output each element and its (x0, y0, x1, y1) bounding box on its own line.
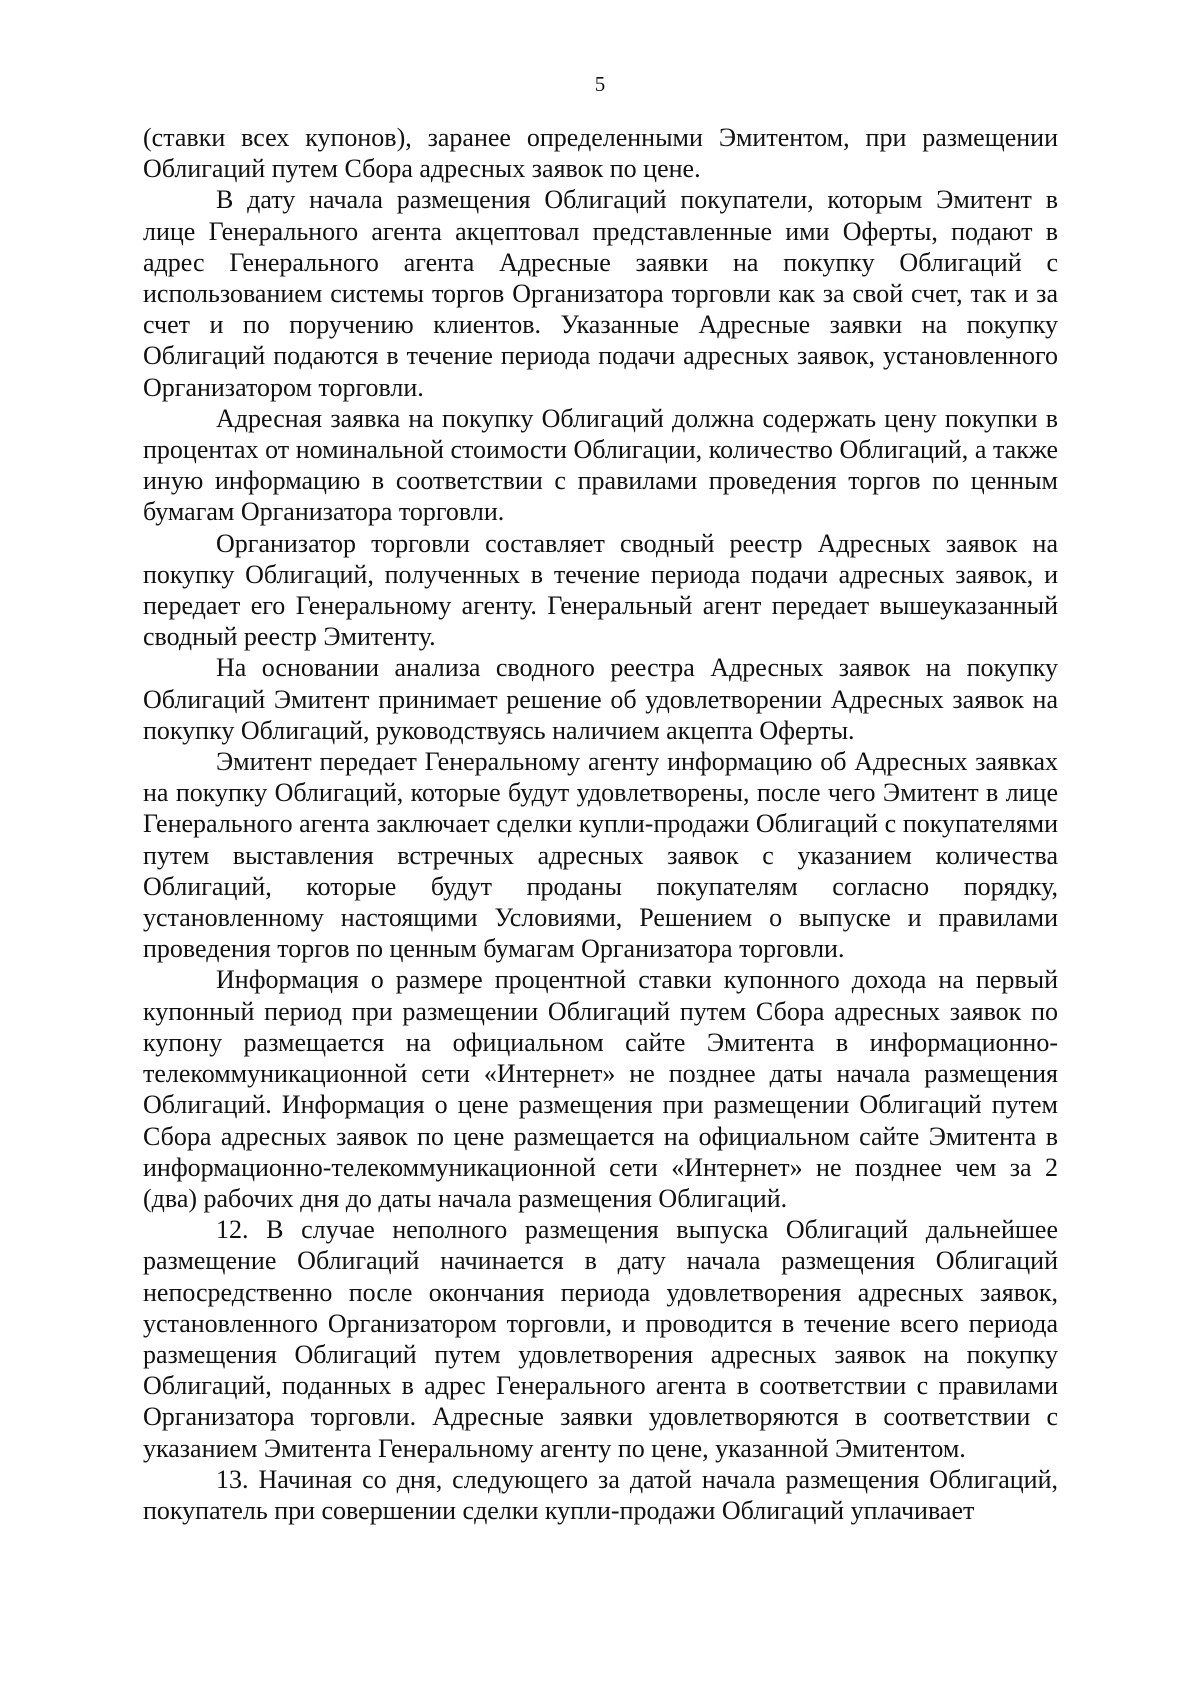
paragraph-coupon-rate-disclosure: Информация о размере процентной ставки купонного дохода на первый купонный период при размещении Облигаций путем Сбора адресных заявок по купону размещается на официальном сайте Эмитента в информационно-телекоммуникационной сети «Интернет» не позднее даты начала размещения Облигаций. Информация о цене размещения при размещении Облигаций путем Сбора адресных заявок по цене размещается на официальном сайте Эмитента в информационно-телекоммуникационной сети «Интернет» не позднее чем за 2 (два) рабочих дня до даты начала размещения Облигаций. (143, 965, 1058, 1213)
document-body (143, 122, 1058, 1526)
paragraph-continuation: (ставки всех купонов), заранее определенными Эмитентом, при размещении Облигаций путем Сбора адресных заявок по цене. (143, 123, 1058, 184)
paragraph-item-12: 12. В случае неполного размещения выпуска Облигаций дальнейшее размещение Облигаций начинается в дату начала размещения Облигаций непосредственно после окончания периода удовлетворения адресных заявок, установленного Организатором торговли, и проводится в течение всего периода размещения Облигаций путем удовлетворения адресных заявок на покупку Облигаций, поданных в адрес Генерального агента в соответствии с правилами Организатора торговли. Адресные заявки удовлетворяются в соответствии с указанием Эмитента Генеральному агенту по цене, указанной Эмитентом. (143, 1215, 1058, 1463)
paragraph-counter-orders: Эмитент передает Генеральному агенту информацию об Адресных заявках на покупку Облигаций, которые будут удовлетворены, после чего Эмитент в лице Генерального агента заключает сделки купли-продажи Облигаций с покупателями путем выставления встречных адресных заявок с указанием количества Облигаций, которые будут проданы покупателям согласно порядку, установленному настоящими Условиями, Решением о выпуске и правилами проведения торгов по ценным бумагам Организатора торговли. (143, 747, 1058, 964)
paragraph-issuer-decision: На основании анализа сводного реестра Адресных заявок на покупку Облигаций Эмитент принимает решение об удовлетворении Адресных заявок на покупку Облигаций, руководствуясь наличием акцепта Оферты. (143, 653, 1058, 745)
paragraph-order-contents: Адресная заявка на покупку Облигаций должна содержать цену покупки в процентах от номинальной стоимости Облигации, количество Облигаций, а также иную информацию в соответствии с правилами проведения торгов по ценным бумагам Организатора торговли. (143, 403, 1058, 527)
paragraph-submission-of-orders: В дату начала размещения Облигаций покупатели, которым Эмитент в лице Генерального агента акцептовал представленные ими Оферты, подают в адрес Генерального агента Адресные заявки на покупку Облигаций с использованием системы торгов Организатора торговли как за свой счет, так и за счет и по поручению клиентов. Указанные Адресные заявки на покупку Облигаций подаются в течение периода подачи адресных заявок, установленного Организатором торговли. (143, 185, 1058, 402)
paragraph-item-13: 13. Начиная со дня, следующего за датой начала размещения Облигаций, покупатель при совершении сделки купли-продажи Облигаций уплачивает (143, 1464, 1058, 1525)
page-number: 5 (594, 72, 606, 96)
paragraph-consolidated-register: Организатор торговли составляет сводный реестр Адресных заявок на покупку Облигаций, полученных в течение периода подачи адресных заявок, и передает его Генеральному агенту. Генеральный агент передает вышеуказанный сводный реестр Эмитенту. (143, 528, 1058, 652)
